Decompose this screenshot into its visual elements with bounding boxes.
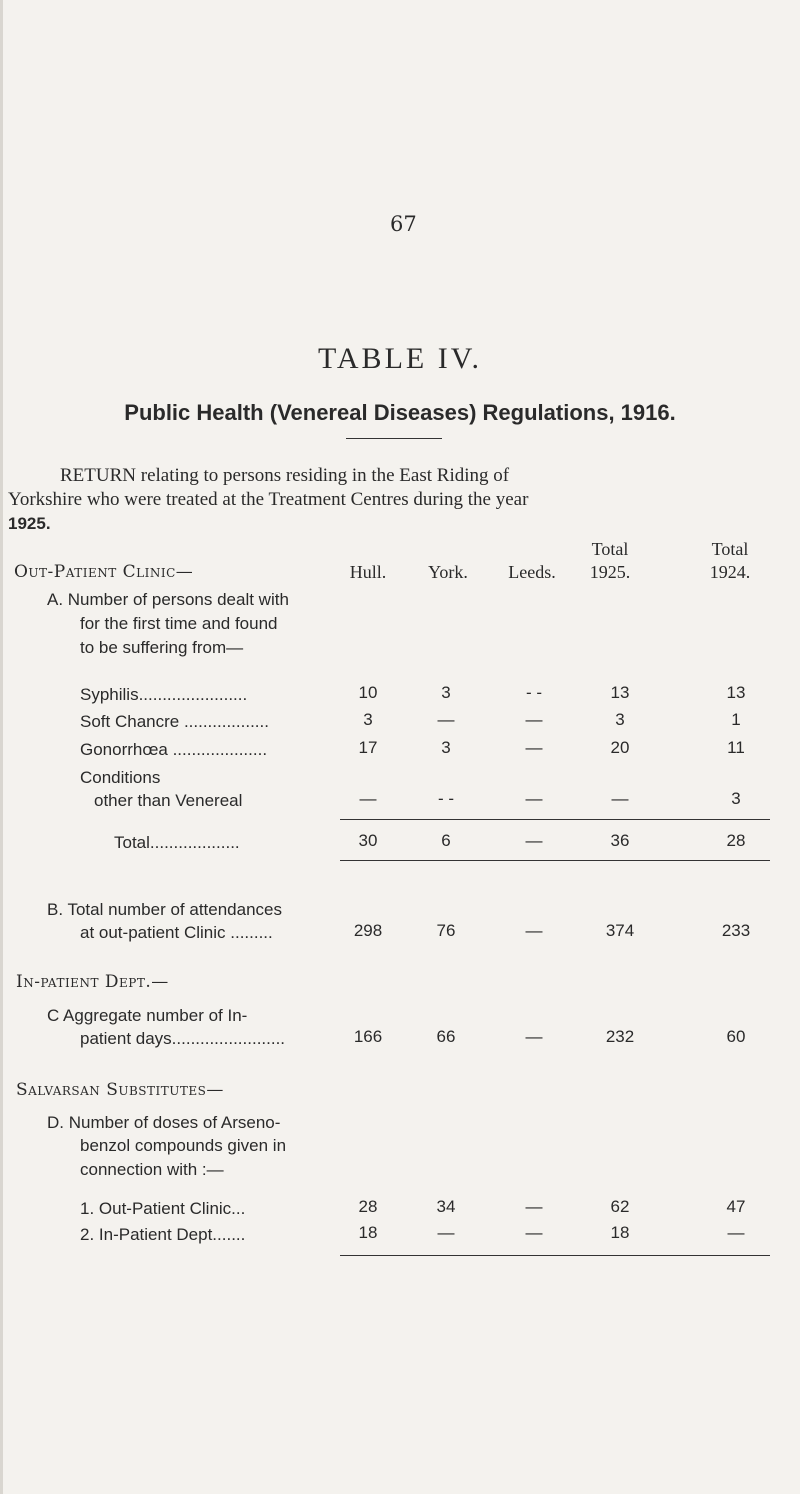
- intro-line-2: Yorkshire who were treated at the Treatment Centres during the year: [8, 489, 529, 510]
- section-a-line-3: to be suffering from—: [80, 638, 244, 657]
- row-inpatient-dept-total-1924: —: [727, 1223, 745, 1242]
- section-b-total-1925: 374: [605, 921, 635, 940]
- row-conditions-hull: —: [359, 789, 377, 808]
- regulations-subtitle: Public Health (Venereal Diseases) Regulations, 1916.: [124, 400, 676, 425]
- section-b-total-1924: 233: [721, 921, 751, 940]
- row-total-hull: 30: [358, 831, 378, 850]
- section-salvarsan-heading: Salvarsan Substitutes—: [16, 1080, 224, 1100]
- row-outpatient-clinic-york: 34: [436, 1197, 456, 1216]
- col-total-1925-top: Total: [591, 539, 629, 559]
- row-outpatient-clinic-label: 1. Out-Patient Clinic...: [80, 1199, 246, 1218]
- section-c-line-1: C Aggregate number of In-: [47, 1006, 248, 1025]
- row-soft-chancre-york: —: [437, 710, 455, 729]
- row-total-york: 6: [441, 831, 451, 850]
- section-d-line-3: connection with :—: [80, 1160, 224, 1179]
- row-conditions-total-1924: 3: [731, 789, 741, 808]
- col-total-1924-top: Total: [711, 539, 749, 559]
- row-soft-chancre-total-1925: 3: [615, 710, 625, 729]
- row-syphilis-total-1924: 13: [726, 683, 746, 702]
- row-gonorrhoea-leeds: —: [525, 738, 543, 757]
- row-inpatient-dept-total-1925: 18: [610, 1223, 630, 1242]
- section-a-line-1: A. Number of persons dealt with: [47, 590, 289, 609]
- row-gonorrhoea-total-1925: 20: [610, 738, 630, 757]
- row-conditions-label-1: Conditions: [80, 768, 161, 787]
- row-syphilis-total-1925: 13: [610, 683, 630, 702]
- section-b-leeds: —: [525, 921, 543, 940]
- row-syphilis-york: 3: [441, 683, 451, 702]
- col-hull: Hull.: [349, 562, 387, 582]
- row-total-label: Total...................: [114, 833, 240, 852]
- total-top-rule: [340, 819, 770, 820]
- section-c-york: 66: [436, 1027, 456, 1046]
- section-outpatient-heading: Out-Patient Clinic—: [14, 562, 194, 582]
- section-b-line-1: B. Total number of attendances: [47, 900, 283, 919]
- section-d-line-1: D. Number of doses of Arseno-: [47, 1113, 281, 1132]
- intro-line-1: RETURN relating to persons residing in the East Riding of: [60, 465, 510, 486]
- row-inpatient-dept-label: 2. In-Patient Dept.......: [80, 1225, 246, 1244]
- row-outpatient-clinic-hull: 28: [358, 1197, 378, 1216]
- section-d-line-2: benzol compounds given in: [80, 1136, 287, 1155]
- row-gonorrhoea-total-1924: 11: [727, 738, 745, 757]
- row-soft-chancre-leeds: —: [525, 710, 543, 729]
- page-number: 67: [390, 212, 417, 236]
- row-outpatient-clinic-total-1925: 62: [610, 1197, 630, 1216]
- row-outpatient-clinic-total-1924: 47: [726, 1197, 746, 1216]
- row-soft-chancre-total-1924: 1: [731, 710, 741, 729]
- row-total-total-1925: 36: [610, 831, 630, 850]
- section-b-hull: 298: [353, 921, 383, 940]
- row-gonorrhoea-york: 3: [441, 738, 451, 757]
- total-bottom-rule: [340, 860, 770, 861]
- section-a-line-2: for the first time and found: [80, 614, 278, 633]
- row-inpatient-dept-leeds: —: [525, 1223, 543, 1242]
- row-outpatient-clinic-leeds: —: [525, 1197, 543, 1216]
- row-inpatient-dept-york: —: [437, 1223, 455, 1242]
- row-gonorrhoea-label: Gonorrhœa ....................: [80, 740, 268, 759]
- row-syphilis-leeds: - -: [525, 683, 543, 702]
- col-leeds: Leeds.: [508, 562, 556, 582]
- section-c-total-1924: 60: [726, 1027, 746, 1046]
- row-total-leeds: —: [525, 831, 543, 850]
- row-syphilis-hull: 10: [358, 683, 378, 702]
- section-c-line-2: patient days........................: [80, 1029, 286, 1048]
- section-c-hull: 166: [353, 1027, 383, 1046]
- row-soft-chancre-label: Soft Chancre ..................: [80, 712, 269, 731]
- section-b-line-2: at out-patient Clinic .........: [80, 923, 273, 942]
- col-total-1924-bottom: 1924.: [709, 562, 751, 582]
- table-title: TABLE IV.: [317, 342, 483, 375]
- row-conditions-york: - -: [437, 789, 455, 808]
- col-total-1925-bottom: 1925.: [589, 562, 631, 582]
- col-york: York.: [428, 562, 468, 582]
- row-conditions-label-2: other than Venereal: [94, 791, 243, 810]
- row-total-total-1924: 28: [726, 831, 746, 850]
- row-conditions-total-1925: —: [611, 789, 629, 808]
- section-c-total-1925: 232: [605, 1027, 635, 1046]
- intro-line-3: 1925.: [8, 514, 51, 533]
- row-soft-chancre-hull: 3: [363, 710, 373, 729]
- page-edge-shadow: [0, 0, 3, 1494]
- table-bottom-rule: [340, 1255, 770, 1256]
- title-rule: [346, 438, 442, 439]
- section-b-york: 76: [436, 921, 456, 940]
- section-inpatient-heading: In-patient Dept.—: [16, 972, 169, 992]
- row-gonorrhoea-hull: 17: [358, 738, 378, 757]
- section-c-leeds: —: [525, 1027, 543, 1046]
- row-conditions-leeds: —: [525, 789, 543, 808]
- row-inpatient-dept-hull: 18: [358, 1223, 378, 1242]
- row-syphilis-label: Syphilis.......................: [80, 685, 248, 704]
